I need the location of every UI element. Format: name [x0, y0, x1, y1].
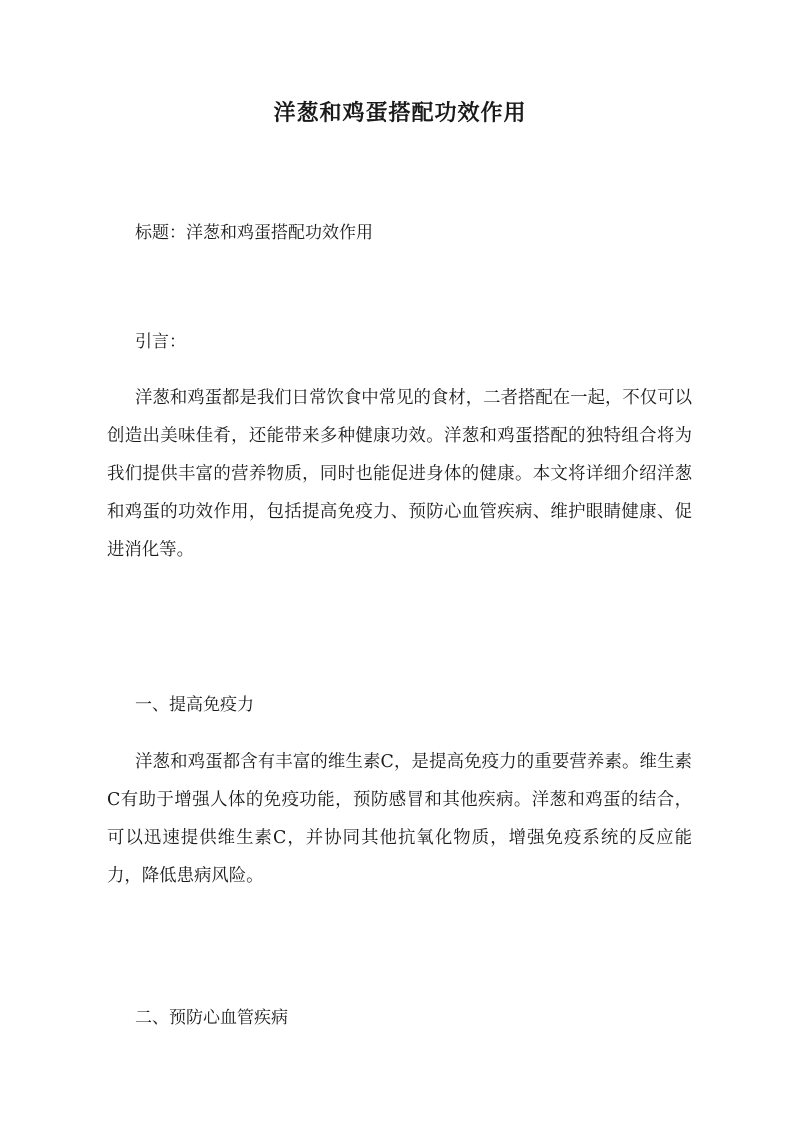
intro-paragraph: 洋葱和鸡蛋都是我们日常饮食中常见的食材，二者搭配在一起，不仅可以创造出美味佳肴，还能带来多种健康功效。洋葱和鸡蛋搭配的独特组合将为我们提供丰富的营养物质，同时也能促进身体的健康。本文将详细介绍洋葱和鸡蛋的功效作用，包括提高免疫力、预防心血管疾病、维护眼睛健康、促进消化等。 [107, 388, 692, 560]
intro-heading: 引言： [135, 332, 186, 352]
document-title: 洋葱和鸡蛋搭配功效作用 [273, 100, 527, 126]
subtitle-line: 标题：洋葱和鸡蛋搭配功效作用 [135, 223, 373, 243]
section-1-paragraph: 洋葱和鸡蛋都含有丰富的维生素C，是提高免疫力的重要营养素。维生素C有助于增强人体的免疫功能，预防感冒和其他疾病。洋葱和鸡蛋的结合，可以迅速提供维生素C，并协同其他抗氧化物质，增强免疫系统的反应能力，降低患病风险。 [107, 752, 692, 886]
section-1-heading: 一、提高免疫力 [135, 695, 254, 715]
section-2-heading: 二、预防心血管疾病 [135, 1008, 288, 1028]
